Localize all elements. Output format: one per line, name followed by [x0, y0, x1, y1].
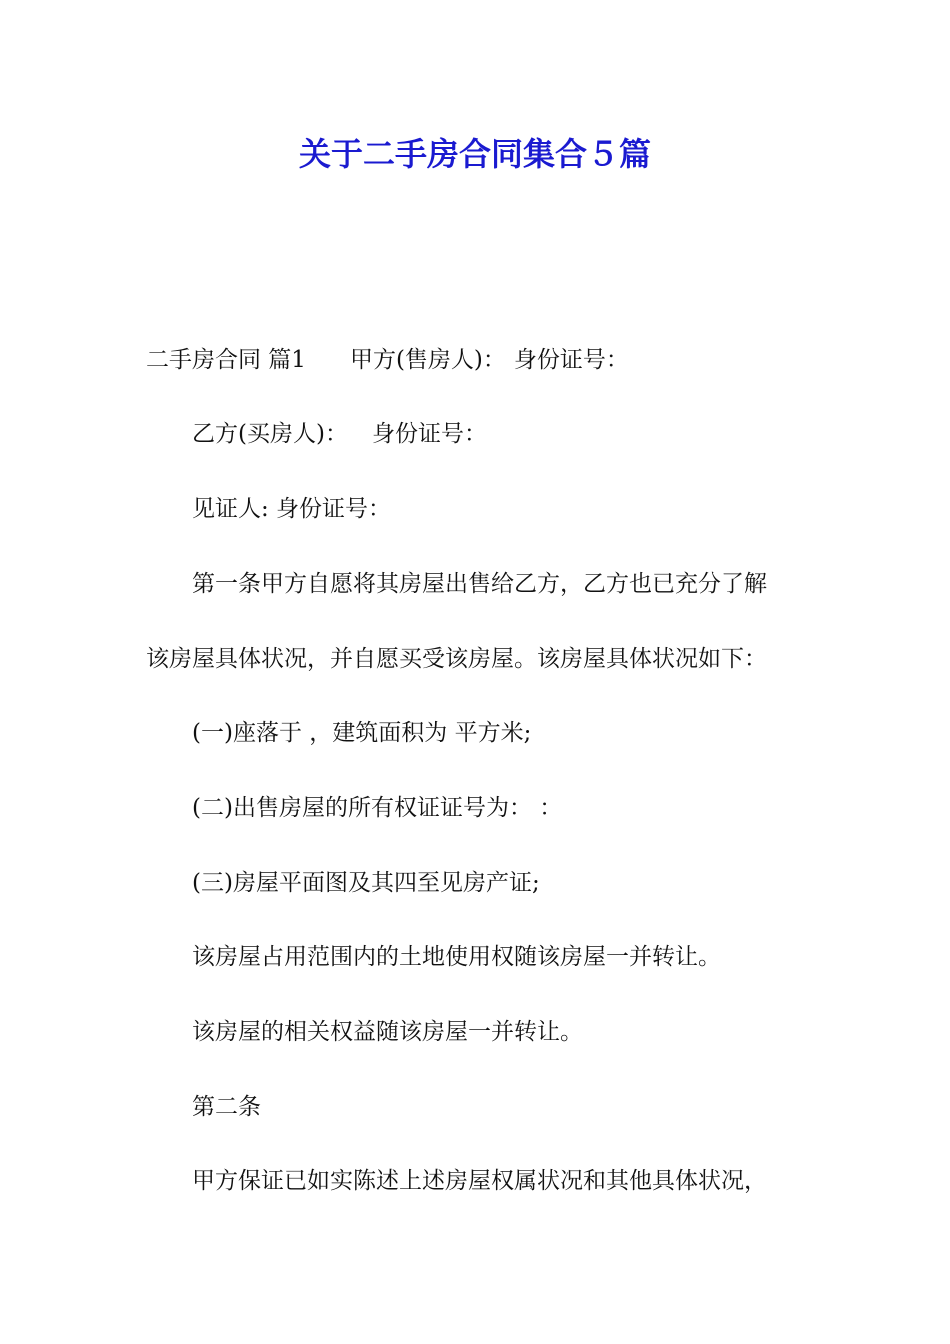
article-2-paragraph-line-1: 甲方保证已如实陈述上述房屋权属状况和其他具体状况，: [192, 1168, 767, 1194]
party-a-label: 甲方(售房人)：: [349, 347, 506, 373]
section-header-line: [146, 344, 629, 376]
property-item-2: (二)出售房屋的所有权证证号为： ：: [192, 795, 563, 821]
land-use-paragraph: 该房屋占用范围内的土地使用权随该房屋一并转让。: [192, 944, 721, 970]
section-label: 二手房合同 篇1: [146, 347, 306, 373]
property-item-1: (一)座落于 ，建筑面积为 平方米;: [192, 720, 532, 746]
article-2-heading: 第二条: [192, 1094, 261, 1120]
property-item-3: (三)房屋平面图及其四至见房产证;: [192, 870, 540, 896]
document-title: 关于二手房合同集合５篇: [298, 135, 651, 173]
party-a-id-label: 身份证号：: [513, 347, 629, 373]
party-b-label: 乙方(买房人)：: [192, 421, 348, 447]
rights-paragraph: 该房屋的相关权益随该房屋一并转让。: [192, 1019, 583, 1045]
article-1-paragraph-line-1: 第一条甲方自愿将其房屋出售给乙方，乙方也已充分了解: [192, 571, 767, 597]
article-1-paragraph-line-2: 该房屋具体状况，并自愿买受该房屋。该房屋具体状况如下：: [146, 646, 767, 672]
witness-line: 见证人: 身份证号：: [192, 496, 392, 522]
party-b-id-label: 身份证号：: [371, 421, 487, 447]
party-b-line: [192, 418, 487, 450]
